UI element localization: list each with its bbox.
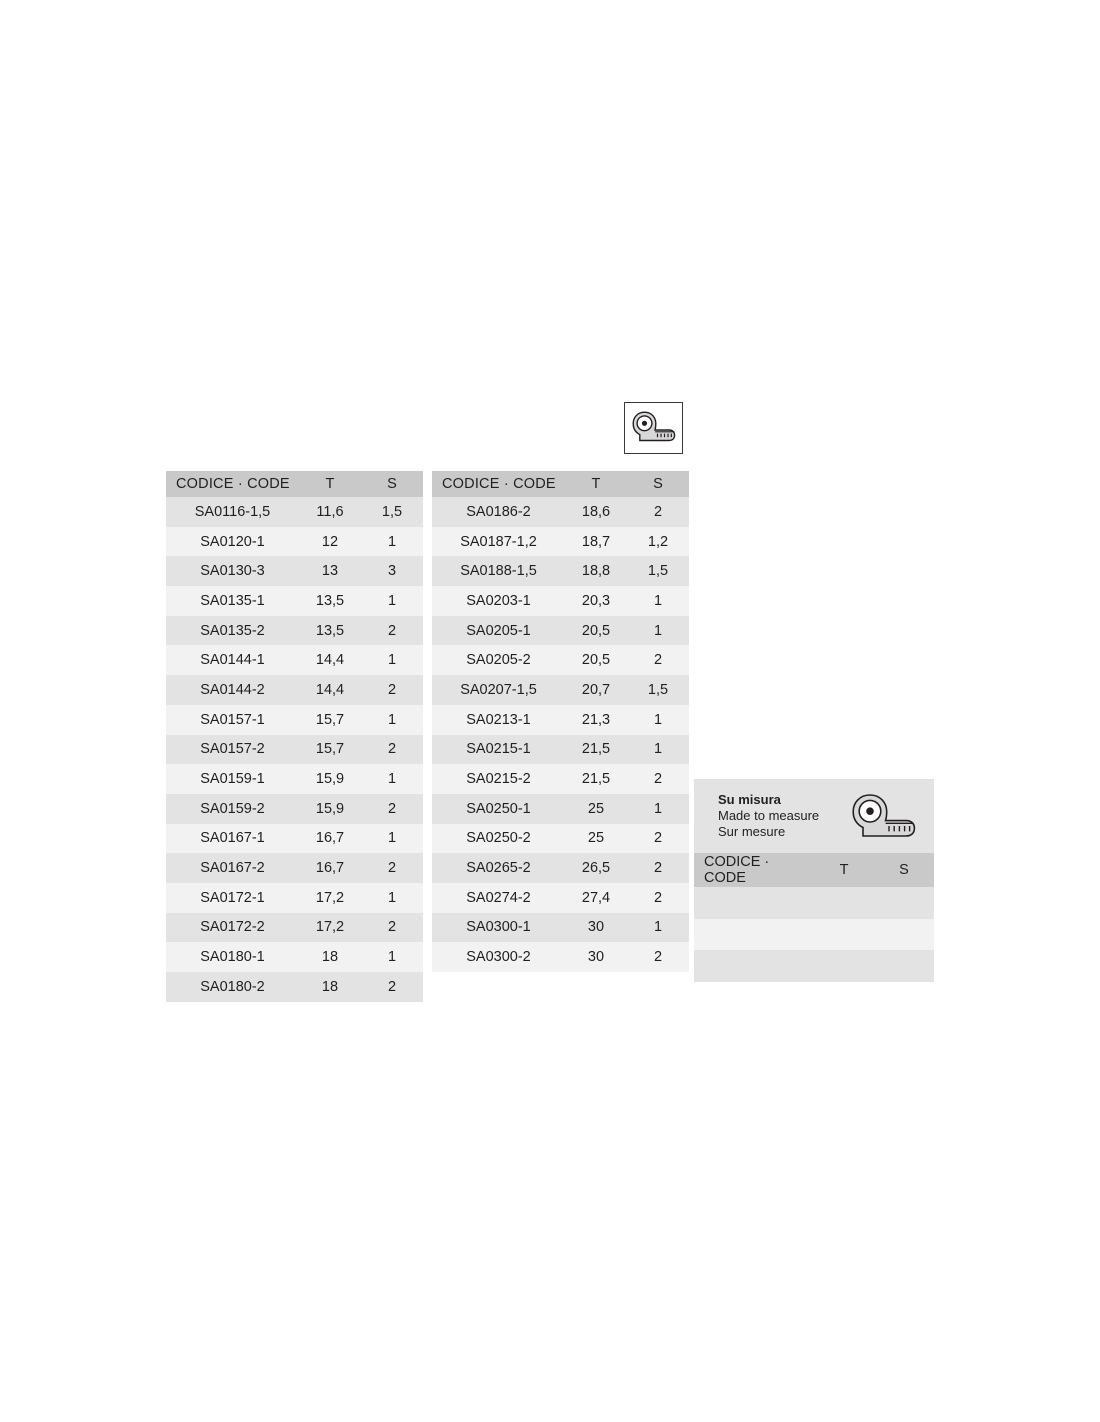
cell-t: 15,7 — [299, 705, 361, 735]
cell-s: 1 — [627, 586, 689, 616]
cell-t: 25 — [565, 794, 627, 824]
cell-code — [694, 950, 814, 982]
table-row — [166, 735, 423, 765]
column-header-s: S — [627, 471, 689, 497]
cell-s: 1 — [627, 616, 689, 646]
cell-code: SA0172-1 — [166, 883, 299, 913]
cell-t: 17,2 — [299, 913, 361, 943]
table-row — [432, 586, 689, 616]
codes-table-right — [432, 471, 689, 972]
cell-t — [814, 919, 874, 951]
table-row — [166, 556, 423, 586]
cell-t: 16,7 — [299, 853, 361, 883]
cell-s: 2 — [627, 853, 689, 883]
cell-s — [874, 919, 934, 951]
cell-t: 13,5 — [299, 586, 361, 616]
tape-measure-icon — [631, 409, 677, 447]
cell-s: 1 — [627, 794, 689, 824]
codes-table-left — [166, 471, 423, 1002]
made-to-measure-panel — [694, 779, 934, 982]
cell-s: 2 — [361, 794, 423, 824]
table-row — [166, 586, 423, 616]
cell-t: 15,9 — [299, 764, 361, 794]
cell-code: SA0180-2 — [166, 972, 299, 1002]
cell-s: 2 — [361, 913, 423, 943]
cell-code: SA0274-2 — [432, 883, 565, 913]
cell-s: 2 — [361, 853, 423, 883]
cell-code: SA0144-1 — [166, 645, 299, 675]
cell-code: SA0300-2 — [432, 942, 565, 972]
made-to-measure-header — [694, 779, 934, 853]
cell-t: 12 — [299, 527, 361, 557]
table-row — [432, 824, 689, 854]
cell-s: 1,5 — [627, 556, 689, 586]
table-row — [166, 616, 423, 646]
cell-t: 20,5 — [565, 616, 627, 646]
cell-t: 11,6 — [299, 497, 361, 527]
table-row — [432, 853, 689, 883]
cell-s: 1 — [361, 824, 423, 854]
table-row — [432, 913, 689, 943]
table-row — [166, 972, 423, 1002]
cell-s: 1 — [361, 942, 423, 972]
cell-s: 2 — [627, 497, 689, 527]
cell-code — [694, 887, 814, 919]
table-row — [166, 527, 423, 557]
table-row — [166, 824, 423, 854]
cell-t: 13 — [299, 556, 361, 586]
cell-s: 3 — [361, 556, 423, 586]
cell-code: SA0205-2 — [432, 645, 565, 675]
table-row — [432, 645, 689, 675]
cell-s: 1 — [361, 645, 423, 675]
cell-s: 2 — [627, 942, 689, 972]
cell-code: SA0213-1 — [432, 705, 565, 735]
table-row — [166, 764, 423, 794]
table-row — [166, 853, 423, 883]
cell-code: SA0205-1 — [432, 616, 565, 646]
table-row — [432, 497, 689, 527]
cell-s: 2 — [627, 824, 689, 854]
cell-t: 21,3 — [565, 705, 627, 735]
cell-code: SA0157-1 — [166, 705, 299, 735]
cell-code: SA0120-1 — [166, 527, 299, 557]
table-row — [432, 705, 689, 735]
cell-code: SA0250-2 — [432, 824, 565, 854]
cell-s: 1,5 — [627, 675, 689, 705]
cell-s: 1 — [361, 527, 423, 557]
made-to-measure-title-en: Made to measure — [718, 808, 820, 823]
table-row — [432, 735, 689, 765]
column-header-code: CODICE · CODE — [694, 853, 814, 887]
tape-measure-icon — [850, 791, 918, 841]
cell-code: SA0159-1 — [166, 764, 299, 794]
cell-code: SA0135-2 — [166, 616, 299, 646]
cell-code: SA0203-1 — [432, 586, 565, 616]
cell-t: 15,9 — [299, 794, 361, 824]
cell-s — [874, 887, 934, 919]
cell-s: 2 — [627, 645, 689, 675]
table-header-row — [166, 471, 423, 497]
cell-s — [874, 950, 934, 982]
cell-s: 1 — [627, 913, 689, 943]
table-row — [694, 919, 934, 951]
cell-s: 1 — [627, 705, 689, 735]
cell-code: SA0187-1,2 — [432, 527, 565, 557]
cell-t: 30 — [565, 913, 627, 943]
cell-code: SA0186-2 — [432, 497, 565, 527]
cell-s: 1 — [627, 735, 689, 765]
column-header-t: T — [565, 471, 627, 497]
cell-s: 2 — [627, 764, 689, 794]
cell-t: 15,7 — [299, 735, 361, 765]
cell-t: 17,2 — [299, 883, 361, 913]
table-row — [166, 913, 423, 943]
cell-code: SA0207-1,5 — [432, 675, 565, 705]
table-row — [694, 887, 934, 919]
table-row — [166, 794, 423, 824]
made-to-measure-title-fr: Sur mesure — [718, 824, 786, 839]
table-row — [432, 675, 689, 705]
table-row — [166, 942, 423, 972]
cell-t: 18,7 — [565, 527, 627, 557]
cell-t: 13,5 — [299, 616, 361, 646]
cell-code: SA0157-2 — [166, 735, 299, 765]
table-row — [432, 527, 689, 557]
column-header-code: CODICE · CODE — [432, 471, 565, 497]
cell-code — [694, 919, 814, 951]
cell-code: SA0144-2 — [166, 675, 299, 705]
column-header-s: S — [874, 853, 934, 887]
cell-code: SA0167-2 — [166, 853, 299, 883]
cell-code: SA0130-3 — [166, 556, 299, 586]
cell-t: 18,6 — [565, 497, 627, 527]
cell-t: 21,5 — [565, 764, 627, 794]
cell-code: SA0300-1 — [432, 913, 565, 943]
table-row — [166, 645, 423, 675]
cell-s: 2 — [627, 883, 689, 913]
table-row — [432, 556, 689, 586]
table-row — [432, 883, 689, 913]
cell-s: 1 — [361, 586, 423, 616]
column-header-s: S — [361, 471, 423, 497]
cell-code: SA0215-2 — [432, 764, 565, 794]
cell-code: SA0172-2 — [166, 913, 299, 943]
cell-code: SA0167-1 — [166, 824, 299, 854]
table-row — [166, 705, 423, 735]
cell-code: SA0265-2 — [432, 853, 565, 883]
cell-s: 2 — [361, 675, 423, 705]
cell-t: 14,4 — [299, 675, 361, 705]
table-row — [432, 794, 689, 824]
cell-t — [814, 887, 874, 919]
column-header-code: CODICE · CODE — [166, 471, 299, 497]
cell-s: 1 — [361, 705, 423, 735]
table-row — [432, 764, 689, 794]
cell-t: 18,8 — [565, 556, 627, 586]
cell-t: 25 — [565, 824, 627, 854]
cell-s: 1 — [361, 883, 423, 913]
table-row — [166, 675, 423, 705]
cell-t: 21,5 — [565, 735, 627, 765]
column-header-t: T — [814, 853, 874, 887]
cell-s: 2 — [361, 735, 423, 765]
cell-s: 1,5 — [361, 497, 423, 527]
cell-t: 26,5 — [565, 853, 627, 883]
table-header-row — [432, 471, 689, 497]
cell-t — [814, 950, 874, 982]
tape-measure-badge — [624, 402, 683, 454]
cell-code: SA0180-1 — [166, 942, 299, 972]
cell-code: SA0116-1,5 — [166, 497, 299, 527]
column-header-t: T — [299, 471, 361, 497]
cell-t: 16,7 — [299, 824, 361, 854]
cell-s: 1 — [361, 764, 423, 794]
cell-code: SA0215-1 — [432, 735, 565, 765]
cell-code: SA0159-2 — [166, 794, 299, 824]
cell-t: 18 — [299, 942, 361, 972]
cell-t: 30 — [565, 942, 627, 972]
cell-s: 2 — [361, 972, 423, 1002]
cell-t: 27,4 — [565, 883, 627, 913]
table-row — [432, 616, 689, 646]
cell-t: 20,5 — [565, 645, 627, 675]
cell-t: 20,3 — [565, 586, 627, 616]
table-row — [166, 883, 423, 913]
made-to-measure-table — [694, 853, 934, 982]
cell-code: SA0135-1 — [166, 586, 299, 616]
table-row — [694, 950, 934, 982]
cell-s: 2 — [361, 616, 423, 646]
table-header-row — [694, 853, 934, 887]
table-row — [432, 942, 689, 972]
cell-code: SA0250-1 — [432, 794, 565, 824]
made-to-measure-title-it: Su misura — [718, 792, 781, 807]
cell-code: SA0188-1,5 — [432, 556, 565, 586]
cell-s: 1,2 — [627, 527, 689, 557]
cell-t: 18 — [299, 972, 361, 1002]
cell-t: 20,7 — [565, 675, 627, 705]
cell-t: 14,4 — [299, 645, 361, 675]
table-row — [166, 497, 423, 527]
